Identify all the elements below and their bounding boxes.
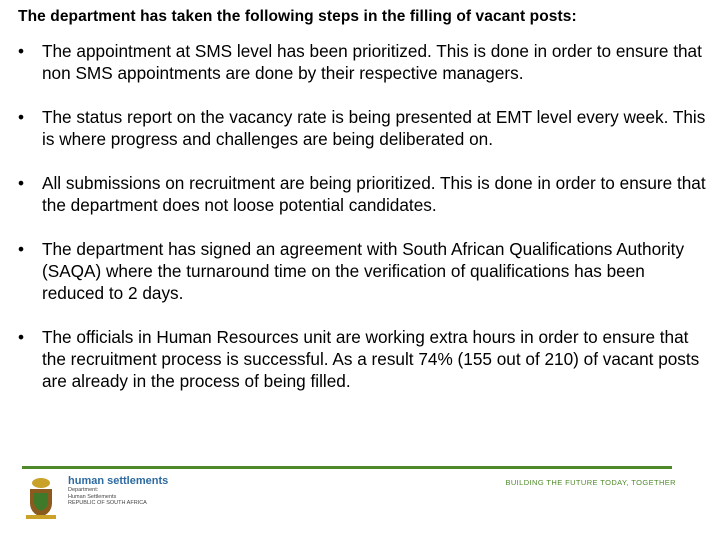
bullet-item xyxy=(18,106,708,150)
bullet-icon: • xyxy=(18,41,25,61)
bullet-item xyxy=(18,326,708,392)
brand-name: human settlements xyxy=(68,475,169,487)
bullet-item xyxy=(18,172,708,216)
footer-divider xyxy=(22,466,672,469)
bullet-item xyxy=(18,238,708,304)
bullet-item xyxy=(18,40,708,84)
bullet-text: The officials in Human Resources unit are working extra hours in order to ensure that the recruitment process is successful. As a result 74% (155 out of 210) of vacant posts are already in the process of being filled. xyxy=(42,327,700,391)
brand-block xyxy=(68,475,168,507)
page-title: The department has taken the following steps in the filling of vacant posts: xyxy=(18,8,577,25)
bullet-text: The appointment at SMS level has been prioritized. This is done in order to ensure that non SMS appointments are done by their respective managers. xyxy=(42,41,702,83)
bullet-text: The department has signed an agreement with South African Qualifications Authority (SAQA) where the turnaround time on the verification of qualifications has been reduced to 2 days. xyxy=(42,239,685,303)
bullet-icon: • xyxy=(18,239,25,259)
bullet-text: All submissions on recruitment are being prioritized. This is done in order to ensure that the department does not loose potential candidates. xyxy=(42,173,706,215)
brand-line: Department: xyxy=(68,487,99,493)
brand-line: Human Settlements xyxy=(68,493,117,500)
tagline: BUILDING THE FUTURE TODAY, TOGETHER xyxy=(505,478,676,487)
bullet-icon: • xyxy=(18,107,25,127)
department-logo xyxy=(24,475,244,525)
bullet-icon: • xyxy=(18,327,25,347)
brand-line: REPUBLIC OF SOUTH AFRICA xyxy=(68,500,147,506)
bullet-icon: • xyxy=(18,173,25,193)
bullet-text: The status report on the vacancy rate is being presented at EMT level every week. This is where progress and challenges are being deliberated on. xyxy=(42,107,706,149)
coat-of-arms-icon xyxy=(24,475,58,521)
bullet-list xyxy=(18,40,708,414)
